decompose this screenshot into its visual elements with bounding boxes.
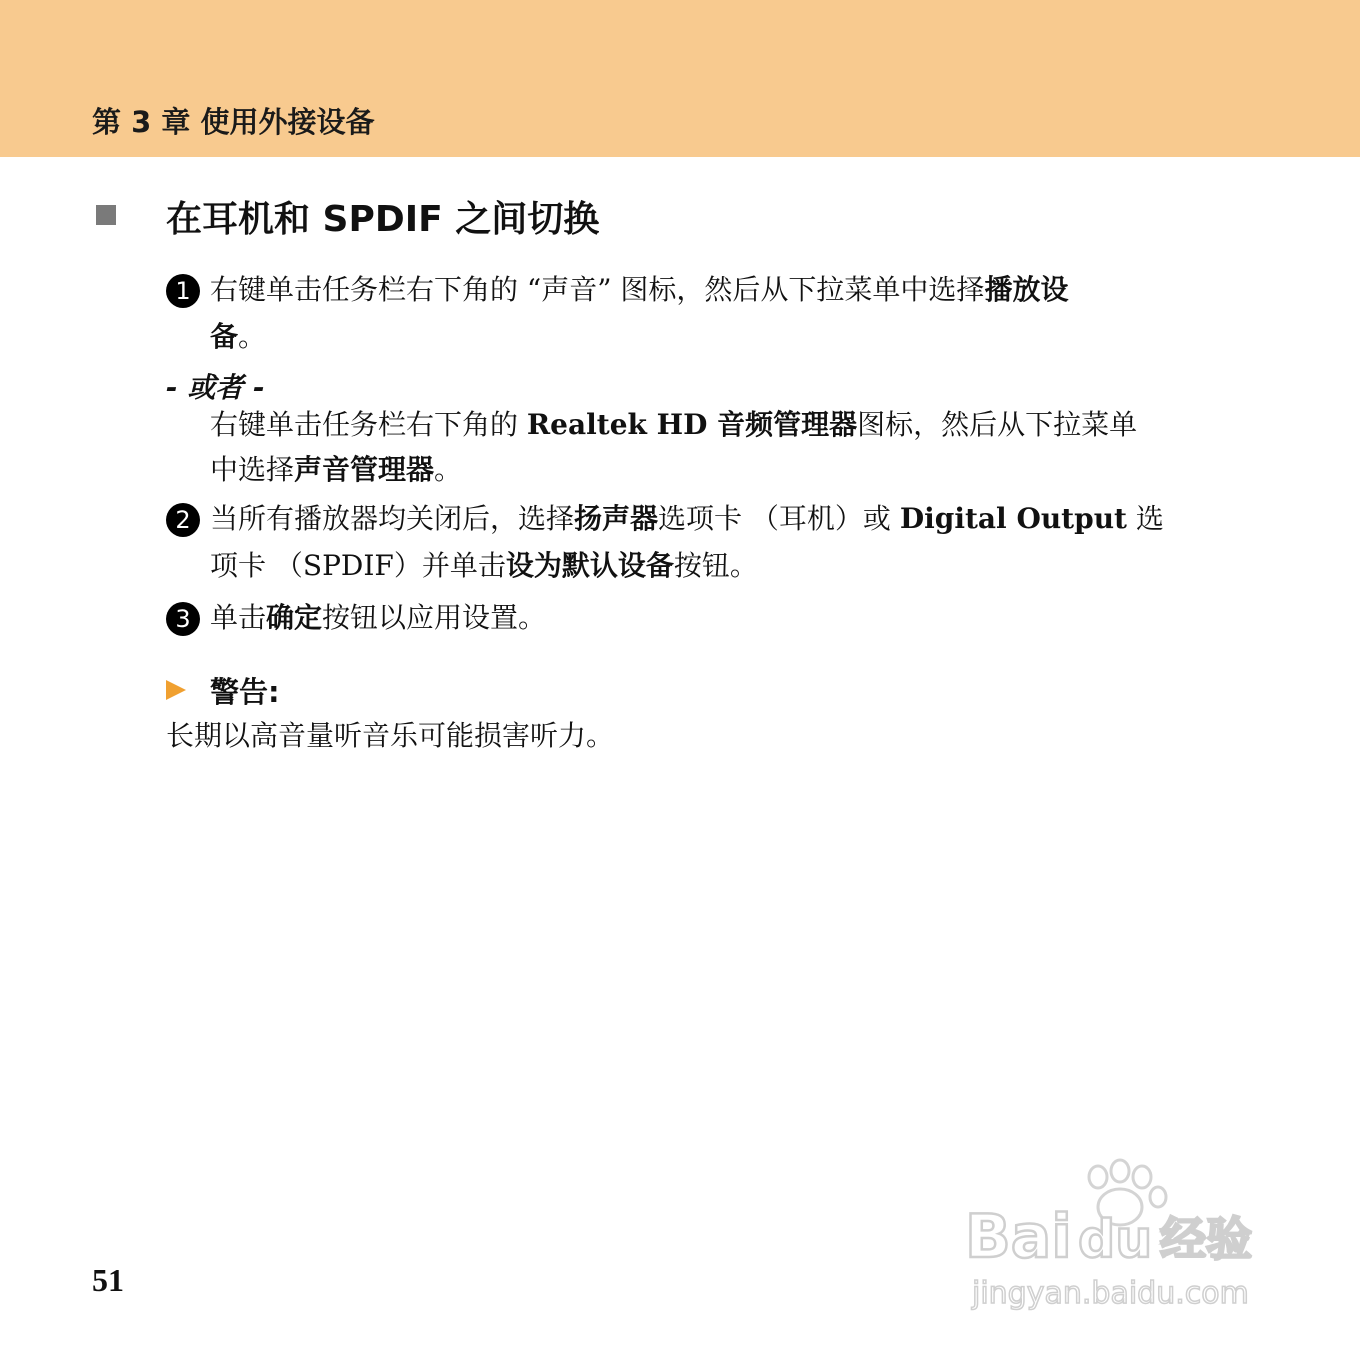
step-2-bold-speaker: 扬声器 (574, 502, 659, 535)
step-2-text-1: 当所有播放器均关闭后，选择 (210, 502, 575, 535)
chapter-title: 第 3 章 使用外接设备 (92, 105, 375, 139)
step-3-line-1 (210, 598, 546, 638)
step-2-text-2: 选项卡 （耳机）或 (658, 502, 900, 535)
or-line-2 (210, 450, 462, 490)
or-bold-realtek: Realtek HD 音频管理器 (526, 408, 858, 441)
warning-arrow-icon (166, 680, 186, 700)
warning-title: 警告: (210, 675, 280, 709)
step-2-text-3: 选 (1127, 502, 1164, 535)
step-1-number: 1 (166, 274, 200, 308)
step-2-bold-set-default: 设为默认设备 (505, 549, 674, 582)
step-3-text-2: 按钮以应用设置。 (322, 601, 547, 634)
svg-text:Bai: Bai (965, 1202, 1072, 1272)
step-1-text: 右键单击任务栏右下角的 “声音” 图标，然后从下拉菜单中选择 (210, 273, 985, 306)
step-2-number: 2 (166, 503, 200, 537)
step-3-bold-ok: 确定 (266, 601, 323, 634)
page-number: 51 (92, 1262, 124, 1298)
step-2-text-4: 项卡 （SPDIF）并单击 (210, 549, 506, 582)
svg-text:jingyan.baidu.com: jingyan.baidu.com (972, 1276, 1249, 1311)
step-3-number: 3 (166, 602, 200, 636)
step-1-line-2 (210, 317, 266, 357)
warning-text: 长期以高音量听音乐可能损害听力。 (166, 719, 615, 752)
step-2-bold-digital-output: Digital Output (899, 502, 1127, 535)
or-text-3: 中选择 (210, 453, 295, 486)
step-2-text-5: 按钮。 (673, 549, 758, 582)
or-line-1 (210, 405, 1137, 445)
baidu-watermark-logo (960, 1155, 1280, 1315)
or-label: - 或者 - (166, 371, 265, 404)
step-1-bold-device: 备 (210, 320, 239, 353)
or-text-1: 右键单击任务栏右下角的 (210, 408, 527, 441)
section-bullet-icon (96, 205, 116, 225)
svg-text:du: du (1078, 1210, 1153, 1270)
step-2-line-2 (210, 546, 758, 586)
svg-text:经验: 经验 (1160, 1212, 1252, 1266)
or-text-2: 图标，然后从下拉菜单 (857, 408, 1138, 441)
step-1-period: 。 (238, 320, 267, 353)
or-text-4: 。 (434, 453, 463, 486)
step-2-line-1 (210, 499, 1164, 539)
section-title: 在耳机和 SPDIF 之间切换 (166, 199, 600, 240)
step-3-text-1: 单击 (210, 601, 267, 634)
step-1-line-1 (210, 270, 1068, 310)
or-bold-sound-manager: 声音管理器 (294, 453, 435, 486)
step-1-bold-playback: 播放设 (984, 273, 1069, 306)
